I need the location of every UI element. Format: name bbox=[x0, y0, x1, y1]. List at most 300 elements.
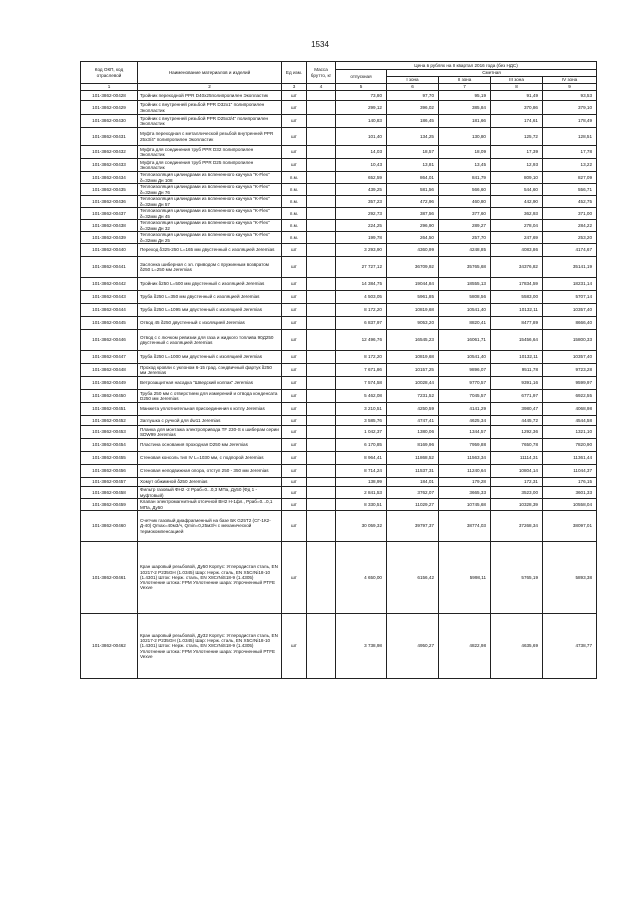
table-row bbox=[81, 416, 597, 426]
table-cell-zone2-price: 18555,13 bbox=[439, 278, 491, 291]
table-cell-unit: п.м. bbox=[282, 196, 307, 208]
table-cell-zone3-price: 15456,64 bbox=[491, 330, 543, 351]
table-cell-release-price: 6 170,85 bbox=[336, 439, 387, 452]
table-cell-unit: шт bbox=[282, 257, 307, 278]
table-cell-unit: шт bbox=[282, 159, 307, 172]
header-release: отпускная bbox=[336, 70, 387, 84]
table-cell-zone2-price: 18,09 bbox=[439, 146, 491, 159]
table-cell-code: 101-3862-00430 bbox=[81, 115, 138, 128]
table-cell-code: 101-3862-00461 bbox=[81, 542, 138, 614]
table-cell-name: Тройник переходной PPR D40х25полипропилен Экопластик bbox=[138, 91, 282, 101]
table-cell-unit: шт bbox=[282, 146, 307, 159]
table-cell-zone1-price: 19044,84 bbox=[387, 278, 439, 291]
table-cell-zone1-price: 10819,68 bbox=[387, 304, 439, 317]
table-cell-zone2-price: 385,84 bbox=[439, 101, 491, 115]
table-cell-zone1-price: 3762,07 bbox=[387, 487, 439, 499]
table-cell-release-price: 30 059,32 bbox=[336, 511, 387, 542]
table-cell-code: 101-3862-00451 bbox=[81, 403, 138, 416]
table-cell-zone1-price: 581,56 bbox=[387, 184, 439, 196]
table-cell-zone1-price: 11029,27 bbox=[387, 499, 439, 511]
table-cell-zone2-price: 16061,71 bbox=[439, 330, 491, 351]
table-cell-release-price: 6 837,97 bbox=[336, 317, 387, 330]
col-num: 1 bbox=[81, 84, 138, 91]
table-cell-release-price: 101,40 bbox=[336, 128, 387, 146]
table-cell-release-price: 199,78 bbox=[336, 232, 387, 244]
table-row bbox=[81, 351, 597, 364]
table-cell-unit: шт bbox=[282, 101, 307, 115]
table-cell-mass bbox=[307, 208, 336, 220]
table-cell-zone1-price: 264,50 bbox=[387, 232, 439, 244]
table-cell-mass bbox=[307, 452, 336, 465]
table-cell-release-price: 8 964,41 bbox=[336, 452, 387, 465]
table-cell-mass bbox=[307, 257, 336, 278]
table-cell-zone1-price: 10819,68 bbox=[387, 351, 439, 364]
table-cell-release-price: 439,25 bbox=[336, 184, 387, 196]
table-cell-code: 101-3862-00433 bbox=[81, 159, 138, 172]
column-number-row bbox=[81, 84, 597, 91]
table-cell-unit: шт bbox=[282, 511, 307, 542]
table-cell-zone3-price: 12,93 bbox=[491, 159, 543, 172]
table-cell-mass bbox=[307, 196, 336, 208]
table-cell-zone4-price: 4068,98 bbox=[543, 403, 597, 416]
table-cell-unit: шт bbox=[282, 487, 307, 499]
table-cell-zone3-price: 10132,11 bbox=[491, 351, 543, 364]
table-cell-zone4-price: 178,49 bbox=[543, 115, 597, 128]
table-cell-zone2-price: 11563,34 bbox=[439, 452, 491, 465]
table-cell-code: 101-3862-00455 bbox=[81, 452, 138, 465]
table-cell-name: Тройник с внутренней резьбой PPR D25x3/4" полипропилен Экопластик bbox=[138, 115, 282, 128]
table-cell-name: Переход δ325-250 L=165 мм двустенный с изоляцией Jeremias bbox=[138, 244, 282, 257]
table-cell-unit: шт bbox=[282, 465, 307, 478]
table-cell-zone1-price: 9053,20 bbox=[387, 317, 439, 330]
table-cell-mass bbox=[307, 511, 336, 542]
table-cell-mass bbox=[307, 232, 336, 244]
table-row bbox=[81, 487, 597, 499]
table-cell-code: 101-3862-00437 bbox=[81, 208, 138, 220]
table-cell-code: 101-3862-00462 bbox=[81, 614, 138, 679]
table-cell-code: 101-3862-00439 bbox=[81, 232, 138, 244]
table-cell-release-price: 140,83 bbox=[336, 115, 387, 128]
table-cell-zone2-price: 179,28 bbox=[439, 478, 491, 487]
table-cell-zone3-price: 247,69 bbox=[491, 232, 543, 244]
table-cell-zone3-price: 34376,82 bbox=[491, 257, 543, 278]
table-cell-zone1-price: 18,57 bbox=[387, 146, 439, 159]
col-num: 2 bbox=[138, 84, 282, 91]
table-row bbox=[81, 499, 597, 511]
table-cell-zone3-price: 4445,72 bbox=[491, 416, 543, 426]
table-cell-zone3-price: 370,86 bbox=[491, 101, 543, 115]
table-cell-zone3-price: 4635,69 bbox=[491, 614, 543, 679]
table-cell-zone4-price: 9723,28 bbox=[543, 364, 597, 377]
table-cell-zone4-price: 379,10 bbox=[543, 101, 597, 115]
table-row bbox=[81, 232, 597, 244]
table-cell-mass bbox=[307, 317, 336, 330]
table-cell-unit: п.м. bbox=[282, 208, 307, 220]
table-cell-mass bbox=[307, 478, 336, 487]
table-cell-zone4-price: 556,71 bbox=[543, 184, 597, 196]
table-cell-zone4-price: 38097,01 bbox=[543, 511, 597, 542]
table-cell-release-price: 4 650,00 bbox=[336, 542, 387, 614]
table-cell-unit: шт bbox=[282, 291, 307, 304]
table-row bbox=[81, 291, 597, 304]
table-cell-zone4-price: 35141,19 bbox=[543, 257, 597, 278]
table-cell-name: Теплоизоляция цилиндрами из вспененного каучука "K-Flex" δ=32мм Дн 25 bbox=[138, 232, 282, 244]
table-cell-zone2-price: 95,19 bbox=[439, 91, 491, 101]
table-cell-unit: шт bbox=[282, 330, 307, 351]
table-cell-unit: шт bbox=[282, 478, 307, 487]
table-cell-mass bbox=[307, 465, 336, 478]
table-cell-zone4-price: 371,00 bbox=[543, 208, 597, 220]
table-cell-zone3-price: 17834,59 bbox=[491, 278, 543, 291]
table-cell-code: 101-3862-00442 bbox=[81, 278, 138, 291]
table-cell-zone2-price: 9770,57 bbox=[439, 377, 491, 390]
table-cell-zone1-price: 134,25 bbox=[387, 128, 439, 146]
table-cell-name: Ветрозащитная насадка "Шведский колпак" Jeremias bbox=[138, 377, 282, 390]
table-cell-zone3-price: 9391,16 bbox=[491, 377, 543, 390]
table-cell-name: Труба 250 мм с отверстием для измерений и отвода конденсата D250 мм Jeremias bbox=[138, 390, 282, 403]
table-cell-zone2-price: 4141,29 bbox=[439, 403, 491, 416]
table-cell-zone1-price: 4250,59 bbox=[387, 403, 439, 416]
table-cell-zone4-price: 15800,33 bbox=[543, 330, 597, 351]
table-cell-zone3-price: 544,60 bbox=[491, 184, 543, 196]
table-cell-release-price: 8 330,51 bbox=[336, 499, 387, 511]
table-cell-zone1-price: 5961,85 bbox=[387, 291, 439, 304]
table-cell-zone2-price: 566,60 bbox=[439, 184, 491, 196]
table-cell-zone3-price: 17,39 bbox=[491, 146, 543, 159]
table-cell-zone1-price: 10157,25 bbox=[387, 364, 439, 377]
table-cell-zone2-price: 841,79 bbox=[439, 172, 491, 184]
table-cell-release-price: 14,03 bbox=[336, 146, 387, 159]
table-cell-mass bbox=[307, 115, 336, 128]
header-unit: Ед изм. bbox=[282, 62, 307, 84]
table-row bbox=[81, 478, 597, 487]
table-cell-zone2-price: 7045,57 bbox=[439, 390, 491, 403]
table-cell-release-price: 357,23 bbox=[336, 196, 387, 208]
table-cell-zone2-price: 10541,40 bbox=[439, 304, 491, 317]
table-cell-zone2-price: 4625,34 bbox=[439, 416, 491, 426]
table-cell-zone2-price: 5808,56 bbox=[439, 291, 491, 304]
table-cell-unit: шт bbox=[282, 377, 307, 390]
table-cell-zone1-price: 472,96 bbox=[387, 196, 439, 208]
table-cell-release-price: 3 293,90 bbox=[336, 244, 387, 257]
table-cell-zone4-price: 128,51 bbox=[543, 128, 597, 146]
table-cell-name: Кран шаровый резьбовой, Ду32 Корпус: Углеродистая сталь, EN 10217-2 P235GH (1.0345) Шар: Нерж. сталь, EN X5CrNi18-10 (1.4301) Шток: Нерж. сталь, EN X8CrNiS18-9 (1.4305) Уплотнение штока: FPM Уплотнение шара: Упрочненный PTFE Vexve bbox=[138, 614, 282, 679]
table-cell-zone1-price: 36709,92 bbox=[387, 257, 439, 278]
table-cell-zone3-price: 4083,86 bbox=[491, 244, 543, 257]
table-cell-release-price: 7 574,58 bbox=[336, 377, 387, 390]
table-cell-zone3-price: 6771,97 bbox=[491, 390, 543, 403]
table-cell-unit: шт bbox=[282, 304, 307, 317]
table-cell-name: Труба δ250 L=1000 мм двустенный с изоляцией Jeremias bbox=[138, 351, 282, 364]
table-cell-unit: шт bbox=[282, 364, 307, 377]
table-cell-name: Стеновая консоль тип IV L=1030 мм, с подпорой Jeremias bbox=[138, 452, 282, 465]
table-cell-zone2-price: 257,70 bbox=[439, 232, 491, 244]
table-body bbox=[81, 91, 597, 679]
table-cell-zone4-price: 11044,37 bbox=[543, 465, 597, 478]
table-cell-zone2-price: 4248,85 bbox=[439, 244, 491, 257]
table-cell-zone3-price: 809,10 bbox=[491, 172, 543, 184]
table-cell-code: 101-3862-00444 bbox=[81, 304, 138, 317]
table-cell-zone3-price: 10804,14 bbox=[491, 465, 543, 478]
table-cell-zone3-price: 125,72 bbox=[491, 128, 543, 146]
col-num: 5 bbox=[336, 84, 387, 91]
table-cell-zone4-price: 93,53 bbox=[543, 91, 597, 101]
table-cell-code: 101-3862-00453 bbox=[81, 426, 138, 439]
table-cell-zone3-price: 9511,78 bbox=[491, 364, 543, 377]
table-cell-code: 101-3862-00441 bbox=[81, 257, 138, 278]
header-estimate: Сметная bbox=[387, 70, 597, 77]
header-mass: Масса брутто, кг bbox=[307, 62, 336, 84]
table-cell-mass bbox=[307, 364, 336, 377]
table-cell-code: 101-3862-00449 bbox=[81, 377, 138, 390]
table-cell-zone4-price: 4544,58 bbox=[543, 416, 597, 426]
table-cell-code: 101-3862-00457 bbox=[81, 478, 138, 487]
table-cell-name: Труба δ250 L=350 мм двустенный с изоляцией Jeremias bbox=[138, 291, 282, 304]
col-num: 7 bbox=[439, 84, 491, 91]
table-cell-code: 101-3862-00454 bbox=[81, 439, 138, 452]
table-row bbox=[81, 184, 597, 196]
table-cell-zone1-price: 864,01 bbox=[387, 172, 439, 184]
table-row bbox=[81, 403, 597, 416]
table-cell-release-price: 7 671,86 bbox=[336, 364, 387, 377]
table-cell-code: 101-3862-00438 bbox=[81, 220, 138, 232]
table-cell-mass bbox=[307, 330, 336, 351]
table-cell-release-price: 224,25 bbox=[336, 220, 387, 232]
table-cell-zone4-price: 3601,33 bbox=[543, 487, 597, 499]
table-cell-zone4-price: 8666,40 bbox=[543, 317, 597, 330]
table-cell-mass bbox=[307, 426, 336, 439]
table-cell-unit: шт bbox=[282, 317, 307, 330]
table-cell-name: Кран шаровый резьбовой, Ду50 Корпус: Углеродистая сталь, EN 10217-2 P235GH (1.0345) Шар: Нерж. сталь, EN X5CrNi18-10 (1.4301) Шток: Нерж. сталь, EN X8CrNiS18-9 (1.4305) Уплотнение штока: FPM Уплотнение шара: Упрочненный PTFE Vexve bbox=[138, 542, 282, 614]
table-cell-unit: шт bbox=[282, 426, 307, 439]
table-cell-mass bbox=[307, 291, 336, 304]
table-cell-zone3-price: 1292,36 bbox=[491, 426, 543, 439]
table-cell-unit: шт bbox=[282, 91, 307, 101]
table-cell-code: 101-3862-00436 bbox=[81, 196, 138, 208]
table-cell-code: 101-3862-00460 bbox=[81, 511, 138, 542]
table-cell-code: 101-3862-00435 bbox=[81, 184, 138, 196]
table-cell-unit: шт bbox=[282, 542, 307, 614]
header-zone2: II зона bbox=[439, 77, 491, 84]
table-row bbox=[81, 115, 597, 128]
table-cell-zone2-price: 181,66 bbox=[439, 115, 491, 128]
table-cell-name: Пластина основания проходная D250 мм Jeremias bbox=[138, 439, 282, 452]
table-cell-release-price: 8 714,24 bbox=[336, 465, 387, 478]
table-cell-mass bbox=[307, 278, 336, 291]
table-cell-mass bbox=[307, 614, 336, 679]
table-cell-zone1-price: 4747,41 bbox=[387, 416, 439, 426]
table-cell-mass bbox=[307, 487, 336, 499]
table-cell-unit: шт bbox=[282, 351, 307, 364]
table-cell-zone4-price: 10357,40 bbox=[543, 304, 597, 317]
table-cell-mass bbox=[307, 172, 336, 184]
table-cell-mass bbox=[307, 244, 336, 257]
table-cell-code: 101-3862-00429 bbox=[81, 101, 138, 115]
table-cell-zone4-price: 10558,04 bbox=[543, 499, 597, 511]
table-cell-release-price: 27 727,12 bbox=[336, 257, 387, 278]
table-cell-release-price: 292,73 bbox=[336, 208, 387, 220]
table-cell-zone3-price: 37268,34 bbox=[491, 511, 543, 542]
table-cell-zone2-price: 1344,57 bbox=[439, 426, 491, 439]
table-cell-name: Заглушка с ручкой для dw11 Jeremias bbox=[138, 416, 282, 426]
table-cell-mass bbox=[307, 403, 336, 416]
table-cell-release-price: 3 738,98 bbox=[336, 614, 387, 679]
table-cell-zone2-price: 3665,33 bbox=[439, 487, 491, 499]
col-num: 4 bbox=[307, 84, 336, 91]
col-num: 6 bbox=[387, 84, 439, 91]
table-row bbox=[81, 101, 597, 115]
table-cell-release-price: 14 384,75 bbox=[336, 278, 387, 291]
table-cell-unit: шт bbox=[282, 128, 307, 146]
table-cell-name: Клапан электромагнитный отсечной ВН2 Н-1фл., Рраб=0...0,1 МПа, Ду50 bbox=[138, 499, 282, 511]
col-num: 9 bbox=[543, 84, 597, 91]
table-cell-release-price: 8 172,20 bbox=[336, 351, 387, 364]
table-cell-code: 101-3862-00459 bbox=[81, 499, 138, 511]
table-cell-name: Отвод с с лючком ревизии для газа и жидкого топлива 90Д250 двустенный с изоляцией Jeremias bbox=[138, 330, 282, 351]
table-cell-code: 101-3862-00452 bbox=[81, 416, 138, 426]
table-cell-zone3-price: 362,93 bbox=[491, 208, 543, 220]
table-cell-zone2-price: 35765,68 bbox=[439, 257, 491, 278]
table-cell-zone4-price: 17,78 bbox=[543, 146, 597, 159]
col-num: 8 bbox=[491, 84, 543, 91]
table-cell-zone4-price: 176,15 bbox=[543, 478, 597, 487]
table-cell-zone4-price: 11361,44 bbox=[543, 452, 597, 465]
table-row bbox=[81, 511, 597, 542]
table-cell-release-price: 12 496,76 bbox=[336, 330, 387, 351]
table-cell-zone3-price: 278,04 bbox=[491, 220, 543, 232]
table-row bbox=[81, 542, 597, 614]
table-cell-code: 101-3862-00448 bbox=[81, 364, 138, 377]
table-cell-zone2-price: 8820,41 bbox=[439, 317, 491, 330]
table-row bbox=[81, 196, 597, 208]
table-cell-mass bbox=[307, 128, 336, 146]
table-cell-name: Муфта переходная с металлической резьбой внутренней PPR 25х3/4" полипропилен Экопластик bbox=[138, 128, 282, 146]
table-row bbox=[81, 317, 597, 330]
table-cell-zone2-price: 289,27 bbox=[439, 220, 491, 232]
table-cell-zone4-price: 827,09 bbox=[543, 172, 597, 184]
table-cell-unit: шт bbox=[282, 452, 307, 465]
table-cell-code: 101-3862-00428 bbox=[81, 91, 138, 101]
table-cell-name: Теплоизоляция цилиндрами из вспененного каучука "K-Flex" δ=32мм Дн 108 bbox=[138, 172, 282, 184]
table-cell-release-price: 5 462,08 bbox=[336, 390, 387, 403]
header-price-group: Цена в рублях на II квартал 2016 года (без НДС) bbox=[336, 62, 597, 70]
table-cell-zone1-price: 7231,52 bbox=[387, 390, 439, 403]
table-cell-zone3-price: 7650,78 bbox=[491, 439, 543, 452]
table-cell-zone1-price: 396,02 bbox=[387, 101, 439, 115]
table-row bbox=[81, 377, 597, 390]
table-cell-name: Теплоизоляция цилиндрами из вспененного каучука "K-Flex" δ=32мм Дн 76 bbox=[138, 184, 282, 196]
table-cell-zone1-price: 39797,37 bbox=[387, 511, 439, 542]
table-cell-release-price: 10,43 bbox=[336, 159, 387, 172]
table-cell-release-price: 4 503,05 bbox=[336, 291, 387, 304]
table-cell-name: Теплоизоляция цилиндрами из вспененного каучука "K-Flex" δ=32мм Дн 32 bbox=[138, 220, 282, 232]
price-table bbox=[80, 61, 597, 679]
table-cell-zone1-price: 4950,27 bbox=[387, 614, 439, 679]
table-cell-unit: шт bbox=[282, 614, 307, 679]
page-number: 1534 bbox=[311, 40, 329, 49]
table-cell-name: Тройник δ250 L=500 мм двустенный с изоляцией Jeremias bbox=[138, 278, 282, 291]
table-cell-name: Стеновая неподвижная опора, отступ 250 - 350 мм Jeremias bbox=[138, 465, 282, 478]
table-cell-name: Муфта для соединения труб PPR D25 полипропилен Экопластик bbox=[138, 159, 282, 172]
table-cell-zone4-price: 18231,14 bbox=[543, 278, 597, 291]
table-cell-mass bbox=[307, 377, 336, 390]
table-cell-zone1-price: 296,90 bbox=[387, 220, 439, 232]
table-cell-zone1-price: 387,56 bbox=[387, 208, 439, 220]
table-cell-zone3-price: 174,61 bbox=[491, 115, 543, 128]
table-cell-release-price: 299,12 bbox=[336, 101, 387, 115]
table-cell-zone2-price: 7959,88 bbox=[439, 439, 491, 452]
table-cell-zone2-price: 10745,68 bbox=[439, 499, 491, 511]
table-row bbox=[81, 244, 597, 257]
table-cell-zone2-price: 5998,11 bbox=[439, 542, 491, 614]
table-cell-name: Тройник с внутренней резьбой PPR D32x1" полипропилен Экопластик bbox=[138, 101, 282, 115]
table-row bbox=[81, 220, 597, 232]
table-cell-zone2-price: 11240,64 bbox=[439, 465, 491, 478]
table-cell-name: Хомут обжимной δ250 Jeremias bbox=[138, 478, 282, 487]
table-cell-code: 101-3862-00450 bbox=[81, 390, 138, 403]
table-row bbox=[81, 208, 597, 220]
table-cell-zone4-price: 13,22 bbox=[543, 159, 597, 172]
col-num: 3 bbox=[282, 84, 307, 91]
table-cell-unit: шт bbox=[282, 499, 307, 511]
table-cell-unit: шт bbox=[282, 403, 307, 416]
table-cell-code: 101-3862-00445 bbox=[81, 317, 138, 330]
table-cell-name: Заслонка шиберная с эл. приводом с пружинным возвратом δ250 L=250 мм Jeremias bbox=[138, 257, 282, 278]
table-cell-name: Отвод 45 δ250 двустенный с изоляцией Jeremias bbox=[138, 317, 282, 330]
table-cell-unit: п.м. bbox=[282, 232, 307, 244]
table-cell-zone2-price: 10541,40 bbox=[439, 351, 491, 364]
table-cell-zone2-price: 13,45 bbox=[439, 159, 491, 172]
table-cell-zone4-price: 284,22 bbox=[543, 220, 597, 232]
table-cell-zone3-price: 91,49 bbox=[491, 91, 543, 101]
table-cell-code: 101-3862-00440 bbox=[81, 244, 138, 257]
header-zone4: IV зона bbox=[543, 77, 597, 84]
table-cell-release-price: 73,80 bbox=[336, 91, 387, 101]
table-cell-zone3-price: 3523,00 bbox=[491, 487, 543, 499]
table-cell-zone4-price: 6922,55 bbox=[543, 390, 597, 403]
table-cell-zone3-price: 10132,11 bbox=[491, 304, 543, 317]
table-cell-zone1-price: 16545,23 bbox=[387, 330, 439, 351]
table-cell-release-price: 8 172,20 bbox=[336, 304, 387, 317]
table-row bbox=[81, 330, 597, 351]
table-cell-code: 101-3862-00446 bbox=[81, 330, 138, 351]
table-cell-zone1-price: 97,70 bbox=[387, 91, 439, 101]
table-cell-unit: шт bbox=[282, 439, 307, 452]
table-cell-mass bbox=[307, 159, 336, 172]
table-cell-zone1-price: 13,81 bbox=[387, 159, 439, 172]
table-cell-unit: шт bbox=[282, 278, 307, 291]
table-cell-code: 101-3862-00431 bbox=[81, 128, 138, 146]
table-row bbox=[81, 465, 597, 478]
table-cell-zone4-price: 9599,97 bbox=[543, 377, 597, 390]
table-cell-zone1-price: 10028,44 bbox=[387, 377, 439, 390]
table-cell-zone4-price: 253,20 bbox=[543, 232, 597, 244]
table-cell-mass bbox=[307, 351, 336, 364]
table-cell-zone2-price: 130,80 bbox=[439, 128, 491, 146]
table-row bbox=[81, 439, 597, 452]
table-cell-zone1-price: 11868,52 bbox=[387, 452, 439, 465]
table-cell-zone4-price: 5893,38 bbox=[543, 542, 597, 614]
table-cell-release-price: 3 585,76 bbox=[336, 416, 387, 426]
table-cell-release-price: 1 042,37 bbox=[336, 426, 387, 439]
table-cell-zone2-price: 38774,03 bbox=[439, 511, 491, 542]
table-cell-code: 101-3862-00432 bbox=[81, 146, 138, 159]
table-cell-zone4-price: 5707,14 bbox=[543, 291, 597, 304]
table-cell-name: Фильтр газовый ФН2 -2 Рраб=0...0,3 МПа, Ду50 (Фд 1 - муфтовый) bbox=[138, 487, 282, 499]
table-cell-mass bbox=[307, 91, 336, 101]
table-cell-zone2-price: 377,60 bbox=[439, 208, 491, 220]
table-cell-zone4-price: 4174,67 bbox=[543, 244, 597, 257]
